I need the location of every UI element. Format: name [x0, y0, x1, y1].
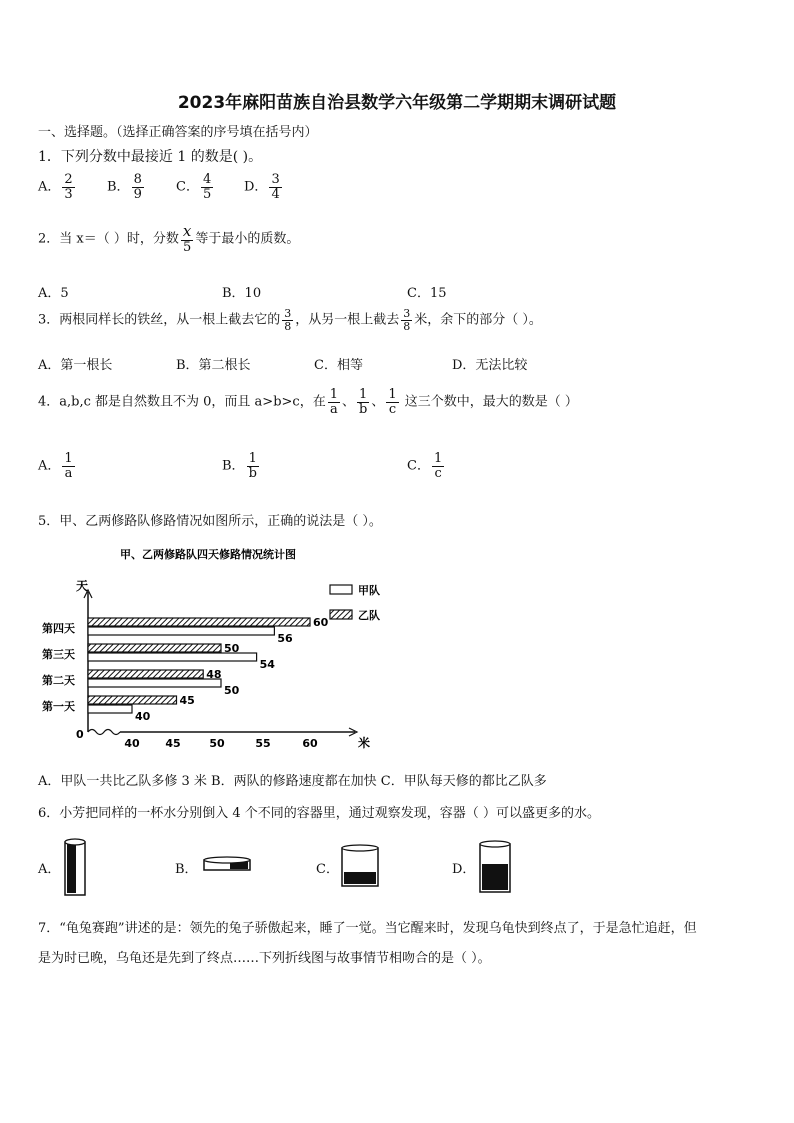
- container-c-medium: [338, 842, 384, 892]
- q2-option-c[interactable]: C．15: [407, 286, 447, 301]
- container-d-tall-medium: [476, 838, 516, 896]
- question-7-line-1: 7．“龟兔赛跑”讲述的是：领先的兔子骄傲起来，睡了一觉。当它醒来时，发现乌龟快到终点了，于是急忙追赶，但: [38, 921, 697, 936]
- bar-value-label: 45: [179, 694, 195, 707]
- container-a-tall-narrow: [62, 834, 90, 898]
- x-tick-label: 45: [165, 737, 181, 750]
- bar-value-label: 50: [224, 642, 240, 655]
- q6-option-d[interactable]: D．: [452, 862, 476, 877]
- chart-title: 甲、乙两修路队四天修路情况统计图: [120, 548, 296, 561]
- fraction: $\frac{1}{c}$: [388, 387, 397, 417]
- q1-option-c[interactable]: [176, 173, 215, 201]
- question-3-stem: 3．两根同样长的铁丝，从一根上截去它的 $\frac{3}{8}$ ，从另一根上截去 $\frac{3}{8}$ 米，余下的部分（ ）。: [38, 307, 542, 333]
- bar-value-label: 48: [206, 668, 222, 681]
- container-b-wide-flat: [200, 852, 256, 878]
- x-tick-label: 50: [209, 737, 225, 750]
- section-heading: 一、选择题。（选择正确答案的序号填在括号内）: [38, 125, 318, 140]
- bar-yi-3: [88, 644, 221, 652]
- q4-option-a[interactable]: A． $\frac{1}{a}$: [38, 451, 73, 481]
- question-4-stem: 4．a,b,c 都是自然数且不为 0，而且 a>b>c，在 $\frac{1}{a}$ 、 $\frac{1}{b}$ 、 $\frac{1}{c}$ 这三个数中，最大的数是（ ）: [38, 387, 578, 417]
- legend-label-yi: 乙队: [358, 609, 380, 622]
- q6-option-a[interactable]: A．: [38, 862, 61, 877]
- fraction: $\frac{1}{a}$: [329, 387, 338, 417]
- q3-option-a[interactable]: A．第一根长: [38, 358, 113, 373]
- x-tick-label: 40: [124, 737, 140, 750]
- bar-value-label: 56: [277, 632, 293, 645]
- q6-option-b[interactable]: B．: [175, 862, 198, 877]
- legend: [330, 583, 380, 622]
- bar-value-label: 60: [313, 616, 329, 629]
- bar-yi-4: [88, 618, 310, 626]
- q6-option-c[interactable]: C．: [316, 862, 339, 877]
- bar-jia-1: [88, 705, 132, 713]
- question-7-line-2: 是为时已晚，乌龟还是先到了终点……下列折线图与故事情节相吻合的是（ ）。: [38, 951, 491, 966]
- x-tick-labels: [124, 737, 318, 750]
- y-axis-label: 天: [76, 579, 89, 593]
- question-1-stem: 1．下列分数中最接近 1 的数是( )。: [38, 149, 263, 165]
- fraction: $\frac{1}{b}$: [248, 451, 257, 481]
- fraction: $\frac{1}{a}$: [64, 451, 73, 481]
- q2-option-a[interactable]: A．5: [38, 286, 69, 301]
- q2-option-b[interactable]: B．10: [222, 286, 262, 301]
- q1-option-a[interactable]: [38, 173, 77, 201]
- bar-jia-4: [88, 627, 274, 635]
- q4-option-c[interactable]: C． $\frac{1}{c}$: [407, 451, 443, 481]
- origin-label: 0: [76, 728, 84, 741]
- legend-swatch-yi: [330, 610, 352, 619]
- bar-yi-2: [88, 670, 203, 678]
- fraction: $\frac{3}{8}$: [403, 307, 411, 333]
- category-labels: [42, 621, 75, 713]
- x-tick-label: 60: [302, 737, 318, 750]
- q4-option-b[interactable]: B． $\frac{1}{b}$: [222, 451, 257, 481]
- fraction: $\frac{2}{3}$: [64, 172, 73, 202]
- question-6-stem: 6．小芳把同样的一杯水分别倒入 4 个不同的容器里，通过观察发现，容器（ ）可以盛更多的水。: [38, 806, 600, 821]
- q1-option-b[interactable]: [107, 173, 146, 201]
- category-label: 第四天: [42, 622, 75, 635]
- fraction: $\frac{8}{9}$: [133, 172, 142, 202]
- question-2-stem: 2．当 x＝（ ）时，分数 $\frac{x}{5}$ 等于最小的质数。: [38, 222, 300, 255]
- fraction: $\frac{4}{5}$: [202, 172, 212, 202]
- x-axis-label: 米: [358, 736, 371, 750]
- fraction: $\frac{1}{b}$: [359, 387, 368, 417]
- x-tick-label: 55: [255, 737, 271, 750]
- legend-label-jia: 甲队: [358, 584, 380, 597]
- q3-option-d[interactable]: D．无法比较: [452, 358, 528, 373]
- category-label: 第一天: [42, 700, 75, 713]
- q1-option-d[interactable]: [244, 173, 284, 201]
- q5-options[interactable]: A．甲队一共比乙队多修 3 米 B．两队的修路速度都在加快 C．甲队每天修的都比乙队多: [38, 774, 547, 789]
- bar-layer: [88, 616, 329, 723]
- bar-yi-1: [88, 696, 177, 704]
- option-label: A．: [38, 179, 61, 195]
- fraction: $\frac{3}{4}$: [271, 172, 280, 202]
- bar-chart: [30, 540, 410, 760]
- option-label: C．: [176, 179, 199, 195]
- option-label: D．: [244, 179, 268, 195]
- bar-value-label: 40: [135, 710, 151, 723]
- legend-swatch-jia: [330, 585, 352, 594]
- category-label: 第二天: [42, 674, 75, 687]
- q3-option-b[interactable]: B．第二根长: [176, 358, 251, 373]
- q3-option-c[interactable]: C．相等: [314, 358, 363, 373]
- category-label: 第三天: [42, 648, 75, 661]
- axis-break: [88, 730, 120, 735]
- fraction: $\frac{x}{5}$: [182, 222, 192, 255]
- fraction: $\frac{3}{8}$: [284, 307, 292, 333]
- bar-value-label: 54: [259, 658, 275, 671]
- option-label: B．: [107, 179, 130, 195]
- question-5-stem: 5．甲、乙两修路队修路情况如图所示，正确的说法是（ ）。: [38, 514, 382, 529]
- page-title: 2023年麻阳苗族自治县数学六年级第二学期期末调研试题: [177, 93, 617, 113]
- fraction: $\frac{1}{c}$: [433, 451, 443, 481]
- bar-value-label: 50: [224, 684, 240, 697]
- bar-jia-2: [88, 679, 221, 687]
